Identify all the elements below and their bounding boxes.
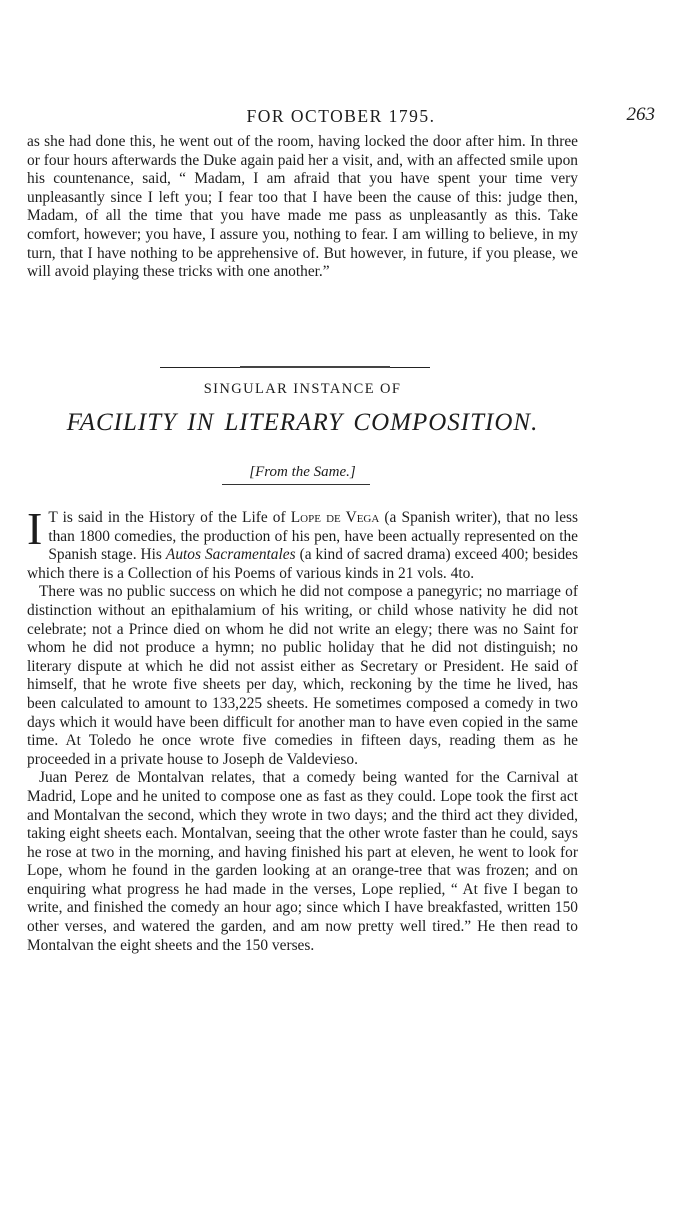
p1-tail: (a kind of sacred drama) exceed 400; besides which there is a Collection of his Poems of various kinds in 21 vols. 4to. xyxy=(27,546,578,582)
article-paragraph-3: Juan Perez de Montalvan relates, that a comedy being wanted for the Carnival at Madrid, Lope and he united to compose one as fast as they could. Lope took the first act and Montalvan the second, which they wrote in two days; and the third act they divided, taking eight sheets each. Montalvan, seeing that the other wrote faster than he could, says he rose at two in the morning, and having finished his part at eleven, he went to look for Lope, whom he found in the garden looking at an orange-tree that was frozen; and on enquiring what progress he had made in the verses, Lope replied, “ At five I began to write, and finished the comedy an hour ago; since which I have breakfasted, written 150 other verses, and watered the garden, and am now pretty well tired.” He then read to Montalvan the eight sheets and the 150 verses. xyxy=(27,769,578,954)
article-paragraph-2: There was no public success on which he did not compose a panegyric; no marriage of distinction without an epithalamium of his writing, or child whose nativity he did not celebrate; not a Prince died on whom he did not write an elegy; there was no Saint for whom he did not produce a hymn; no public holiday that he did not distinguish; no literary dispute at which he did not assist either as Secretary or President. He said of himself, that he wrote five sheets per day, which, reckoning by the time he lived, has been calculated to amount to 133,225 sheets. He sometimes composed a comedy in two days which it would have been difficult for another man to have even copied in the same time. At Toledo he once wrote five comedies in fifteen days, reading them as he proceeded in a private house to Joseph de Valdevieso. xyxy=(27,583,578,768)
work-title: Autos Sacramentales xyxy=(165,546,296,564)
continued-paragraph-text: as she had done this, he went out of the room, having locked the door after him. In three or four hours afterwards the Duke again paid her a visit, and, with an affected smile upon his countenance, said, “ Madam, I am afraid that you have spent your time very unpleasantly since I left you; I fear too that I have been the cause of this: judge then, Madam, of all the time that you have made me pass as unpleasantly as this. Take comfort, however; you have, I assure you, nothing to fear. I am willing to believe, in my turn, that I have nothing to be apprehensive of. But however, in future, if you please, we will avoid playing these tricks with one another.” xyxy=(27,133,578,281)
article-kicker: SINGULAR INSTANCE OF xyxy=(203,381,402,397)
source-divider xyxy=(222,484,370,485)
page-number: 263 xyxy=(626,104,655,125)
article-source: [From the Same.] xyxy=(249,464,356,480)
running-head-title: FOR OCTOBER 1795. xyxy=(246,106,436,126)
article-paragraph-1 xyxy=(27,503,579,583)
author-name: Lope de Vega xyxy=(290,509,380,526)
article-body xyxy=(27,503,579,955)
p1-lead: T is said in the History of the Life of xyxy=(48,509,291,526)
drop-cap: I xyxy=(27,503,43,554)
running-head xyxy=(27,106,655,130)
article-title: FACILITY IN LITERARY COMPOSITION. xyxy=(66,409,539,436)
p1-mid: (a Spanish writer), that no less than 1800 comedies, the production of his pen, have been actually represented on the Spanish stage. His xyxy=(48,509,579,564)
section-divider xyxy=(160,367,430,368)
continued-paragraph xyxy=(27,133,578,282)
